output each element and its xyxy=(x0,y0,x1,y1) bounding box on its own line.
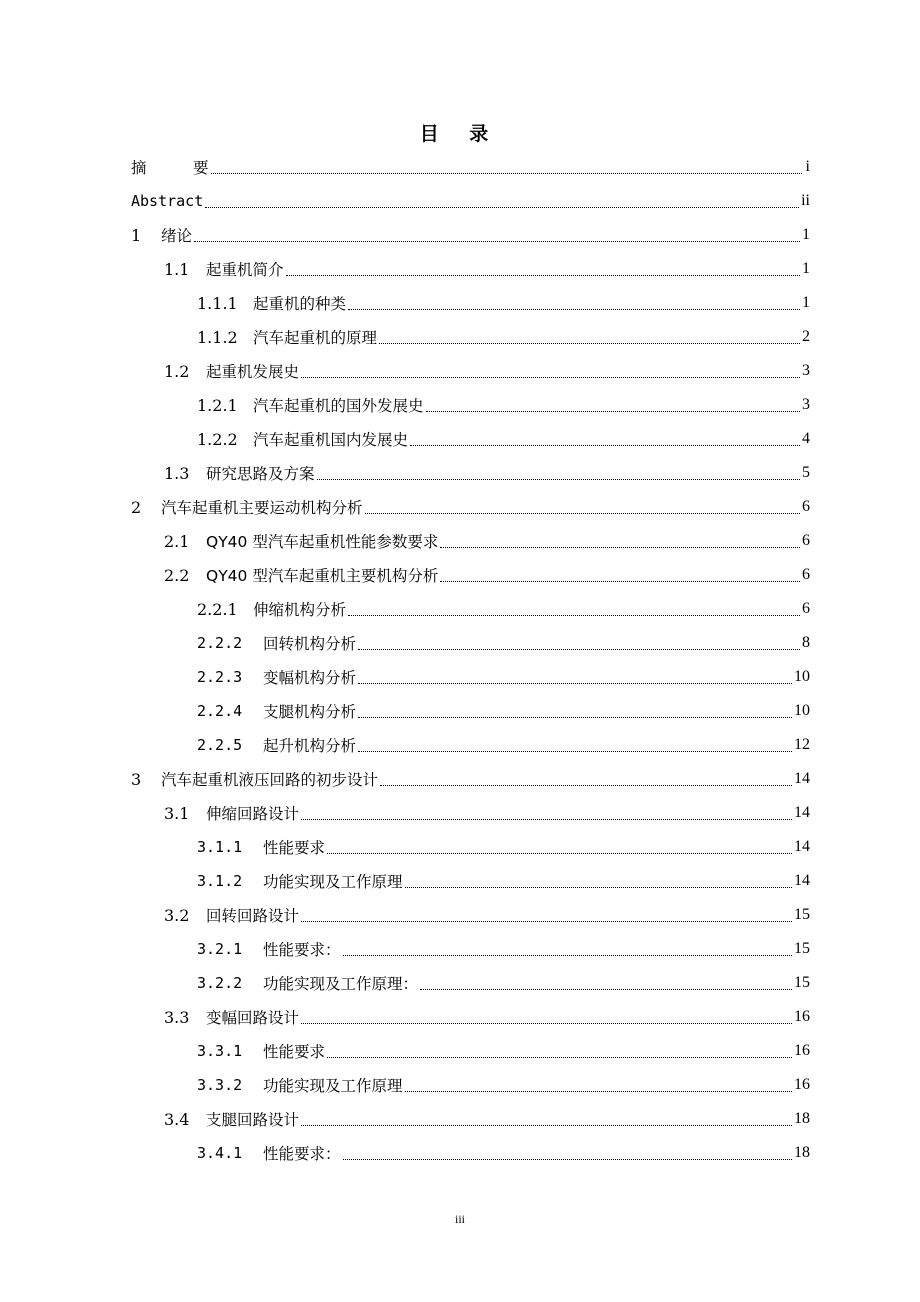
toc-entry-label: 起升机构分析 xyxy=(263,737,357,755)
toc-entry-label: 起重机的种类 xyxy=(253,295,347,313)
dot-leader xyxy=(420,989,792,990)
toc-entry-page: 2 xyxy=(802,328,810,345)
toc-entry[interactable] xyxy=(131,150,810,184)
toc-entry-label: 功能实现及工作原理： xyxy=(263,975,419,993)
toc-entry-label: 支腿机构分析 xyxy=(263,703,357,721)
dot-leader xyxy=(348,309,800,310)
dot-leader xyxy=(426,411,800,412)
toc-entry[interactable] xyxy=(131,456,810,490)
toc-entry-label: 变幅回路设计 xyxy=(206,1009,300,1027)
toc-entry[interactable] xyxy=(131,320,810,354)
toc-entry-number: 3.3.1 xyxy=(197,1042,243,1060)
toc-entry-number: 1.1 xyxy=(164,259,190,279)
dot-leader xyxy=(358,717,792,718)
dot-leader xyxy=(358,683,792,684)
toc-entry-page: 15 xyxy=(794,906,810,923)
toc-entry-label: 伸缩机构分析 xyxy=(253,601,347,619)
toc-entry[interactable] xyxy=(131,252,810,286)
toc-entry[interactable] xyxy=(131,626,810,660)
dot-leader xyxy=(410,445,800,446)
toc-entry-label: 伸缩回路设计 xyxy=(206,805,300,823)
toc-entry-number: 2.2.5 xyxy=(197,736,243,754)
toc-entry-page: 14 xyxy=(794,838,810,855)
toc-entry-page: 8 xyxy=(802,634,810,651)
dot-leader xyxy=(301,1125,792,1126)
toc-entry[interactable] xyxy=(131,1068,810,1102)
dot-leader xyxy=(440,547,800,548)
toc-entry-number: 3.1.2 xyxy=(197,872,243,890)
toc-entry[interactable] xyxy=(131,660,810,694)
toc-entry-number: 3.2.1 xyxy=(197,940,243,958)
dot-leader xyxy=(327,1057,792,1058)
toc-entry-page: 6 xyxy=(802,498,810,515)
toc-entry-label: 研究思路及方案 xyxy=(206,465,315,483)
toc-entry-number: 摘 xyxy=(131,159,147,177)
toc-entry-number: 3.3.2 xyxy=(197,1076,243,1094)
dot-leader xyxy=(286,275,800,276)
toc-entry-number: 1 xyxy=(131,225,142,245)
toc-entry[interactable] xyxy=(131,762,810,796)
toc-entry-number: 3.4 xyxy=(164,1109,190,1129)
toc-entry[interactable] xyxy=(131,388,810,422)
toc-entry-label: Abstract xyxy=(131,192,204,210)
toc-entry-page: 1 xyxy=(802,260,810,277)
toc-entry-page: i xyxy=(805,158,810,175)
toc-entry-number: 3.1 xyxy=(164,803,190,823)
toc-entry-number: 3.3 xyxy=(164,1007,190,1027)
toc-entry-label: 汽车起重机的原理 xyxy=(253,329,378,347)
dot-leader xyxy=(379,343,800,344)
toc-entry-label: 支腿回路设计 xyxy=(206,1111,300,1129)
toc-entry-page: 5 xyxy=(802,464,810,481)
toc-entry-page: 6 xyxy=(802,566,810,583)
toc-entry[interactable] xyxy=(131,524,810,558)
toc-entry[interactable] xyxy=(131,932,810,966)
toc-entry-page: 10 xyxy=(794,702,810,719)
dot-leader xyxy=(194,241,800,242)
toc-entry[interactable] xyxy=(131,1000,810,1034)
toc-entry-label: 回转回路设计 xyxy=(206,907,300,925)
toc-entry[interactable] xyxy=(131,422,810,456)
toc-title: 目 录 xyxy=(419,123,501,145)
toc-entry-number: 1.2.1 xyxy=(197,395,238,415)
toc-entry-label: QY40 型汽车起重机性能参数要求 xyxy=(206,533,439,551)
dot-leader xyxy=(405,1091,792,1092)
toc-entry-page: 1 xyxy=(802,226,810,243)
toc-entry[interactable] xyxy=(131,1102,810,1136)
toc-entry-label: 性能要求： xyxy=(263,1145,341,1163)
toc-entry-number: 1.1.2 xyxy=(197,327,238,347)
toc-entry-number: 2.2.3 xyxy=(197,668,243,686)
toc-entry-page: 18 xyxy=(794,1110,810,1127)
table-of-contents xyxy=(131,150,810,1170)
toc-entry-number: 3.1.1 xyxy=(197,838,243,856)
toc-entry-number: 2.2.1 xyxy=(197,599,238,619)
dot-leader xyxy=(343,1159,792,1160)
toc-entry[interactable] xyxy=(131,218,810,252)
toc-entry[interactable] xyxy=(131,286,810,320)
toc-entry-number: 2.2.2 xyxy=(197,634,243,652)
toc-entry-page: 3 xyxy=(802,362,810,379)
toc-entry-number: 2.2 xyxy=(164,565,190,585)
dot-leader xyxy=(405,887,792,888)
dot-leader xyxy=(348,615,800,616)
toc-entry-page: 18 xyxy=(794,1144,810,1161)
dot-leader xyxy=(365,513,800,514)
toc-entry-label: QY40 型汽车起重机主要机构分析 xyxy=(206,567,439,585)
toc-entry[interactable] xyxy=(131,864,810,898)
toc-entry-page: 6 xyxy=(802,600,810,617)
dot-leader xyxy=(440,581,800,582)
toc-entry[interactable] xyxy=(131,558,810,592)
toc-entry-page: 14 xyxy=(794,872,810,889)
toc-entry-label: 性能要求 xyxy=(263,839,326,857)
toc-entry-page: 3 xyxy=(802,396,810,413)
toc-entry-number: 2.1 xyxy=(164,531,190,551)
toc-entry-page: 12 xyxy=(794,736,810,753)
toc-entry-number: 2 xyxy=(131,497,142,517)
toc-entry-label: 汽车起重机液压回路的初步设计 xyxy=(161,771,379,789)
toc-entry-label: 汽车起重机的国外发展史 xyxy=(253,397,424,415)
toc-entry-label: 性能要求： xyxy=(263,941,341,959)
toc-entry[interactable] xyxy=(131,354,810,388)
toc-entry-number: 3.4.1 xyxy=(197,1144,243,1162)
toc-entry[interactable] xyxy=(131,1034,810,1068)
toc-entry[interactable] xyxy=(131,1136,810,1170)
toc-entry-page: 14 xyxy=(794,804,810,821)
toc-entry-label: 起重机简介 xyxy=(206,261,284,279)
toc-entry-page: 4 xyxy=(802,430,810,447)
dot-leader xyxy=(327,853,792,854)
dot-leader xyxy=(205,207,799,208)
toc-entry-number: 3.2.2 xyxy=(197,974,243,992)
dot-leader xyxy=(211,173,802,174)
dot-leader xyxy=(301,819,792,820)
toc-entry-number: 3.2 xyxy=(164,905,190,925)
toc-entry-number: 1.2 xyxy=(164,361,190,381)
toc-entry-label: 汽车起重机主要运动机构分析 xyxy=(161,499,363,517)
dot-leader xyxy=(301,1023,792,1024)
dot-leader xyxy=(343,955,792,956)
dot-leader xyxy=(380,785,792,786)
toc-entry-number: 1.3 xyxy=(164,463,190,483)
dot-leader xyxy=(317,479,800,480)
toc-entry-page: 14 xyxy=(794,770,810,787)
dot-leader xyxy=(301,377,800,378)
dot-leader xyxy=(358,751,792,752)
toc-entry-label: 功能实现及工作原理 xyxy=(263,873,403,891)
toc-entry-page: 16 xyxy=(794,1008,810,1025)
toc-entry-label: 性能要求 xyxy=(263,1043,326,1061)
toc-entry[interactable] xyxy=(131,898,810,932)
toc-entry[interactable] xyxy=(131,728,810,762)
toc-entry-number: 2.2.4 xyxy=(197,702,243,720)
page-number: iii xyxy=(454,1212,465,1226)
toc-entry-label: 起重机发展史 xyxy=(206,363,300,381)
toc-entry[interactable] xyxy=(131,490,810,524)
toc-entry-number: 3 xyxy=(131,769,142,789)
toc-entry[interactable] xyxy=(131,966,810,1000)
toc-entry[interactable] xyxy=(131,592,810,626)
toc-entry-label: 变幅机构分析 xyxy=(263,669,357,687)
toc-entry-label: 绪论 xyxy=(161,227,193,245)
toc-entry[interactable] xyxy=(131,694,810,728)
toc-entry[interactable] xyxy=(131,796,810,830)
toc-entry[interactable] xyxy=(131,184,810,218)
dot-leader xyxy=(301,921,792,922)
dot-leader xyxy=(358,649,800,650)
toc-entry-page: ii xyxy=(801,192,810,209)
toc-entry-page: 1 xyxy=(802,294,810,311)
toc-entry-page: 15 xyxy=(794,974,810,991)
toc-entry-label: 汽车起重机国内发展史 xyxy=(253,431,409,449)
toc-entry-page: 16 xyxy=(794,1076,810,1093)
toc-entry-page: 16 xyxy=(794,1042,810,1059)
toc-entry-number: 1.1.1 xyxy=(197,293,238,313)
toc-entry[interactable] xyxy=(131,830,810,864)
toc-entry-label: 要 xyxy=(193,159,209,177)
toc-entry-label: 功能实现及工作原理 xyxy=(263,1077,403,1095)
toc-entry-number: 1.2.2 xyxy=(197,429,238,449)
toc-entry-label: 回转机构分析 xyxy=(263,635,357,653)
toc-entry-page: 10 xyxy=(794,668,810,685)
toc-entry-page: 15 xyxy=(794,940,810,957)
toc-entry-page: 6 xyxy=(802,532,810,549)
